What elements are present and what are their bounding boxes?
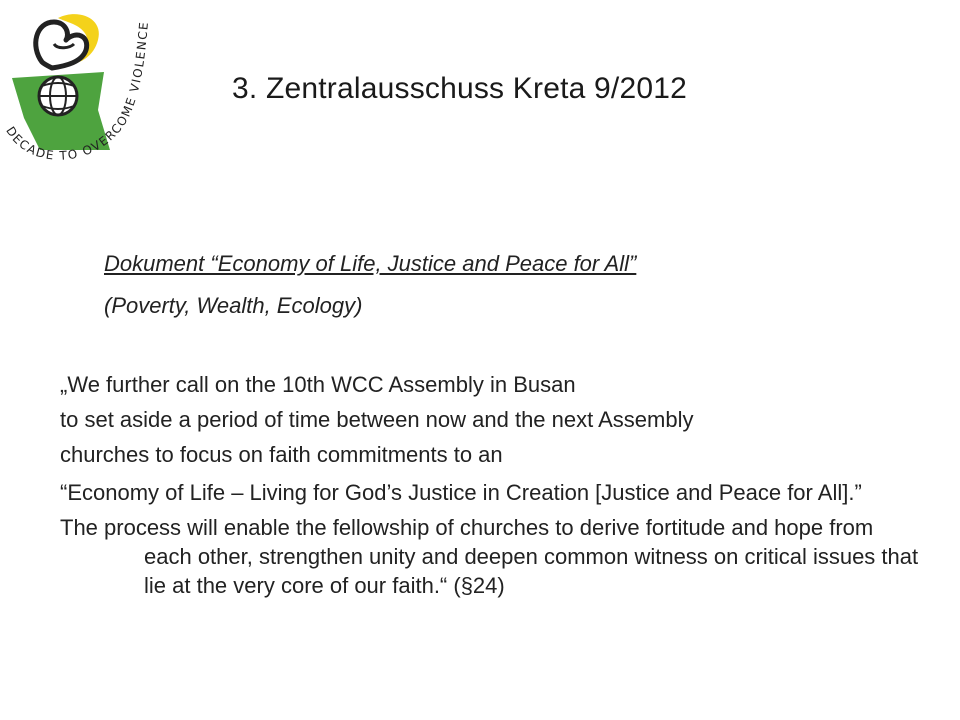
logo-lettering: DECADE TO OVERCOME VIOLENCE: [3, 20, 152, 163]
quote-paragraph: The process will enable the fellowship of churches to derive fortitude and hope from each other, strengthen unity and deepen common witness on critical issues that lie at the very core of our faith.“ (§24): [60, 515, 919, 598]
quote-paragraph: „We further call on the 10th WCC Assembly in Busan: [60, 372, 576, 397]
dove-globe-icon: [0, 0, 160, 175]
document-title: Dokument “Economy of Life, Justice and Peace for All”: [104, 251, 637, 276]
quote-paragraph: churches to focus on faith commitments to an: [60, 442, 503, 467]
quote-body: [60, 367, 920, 600]
slide-title: 3. Zentralausschuss Kreta 9/2012: [232, 72, 687, 105]
quote-paragraph: “Economy of Life – Living for God’s Justice in Creation [Justice and Peace for All].”: [60, 480, 862, 505]
document-subtitle: (Poverty, Wealth, Ecology): [104, 293, 363, 318]
decade-to-overcome-violence-logo: [0, 0, 160, 175]
quote-paragraph: to set aside a period of time between now and the next Assembly: [60, 407, 694, 432]
